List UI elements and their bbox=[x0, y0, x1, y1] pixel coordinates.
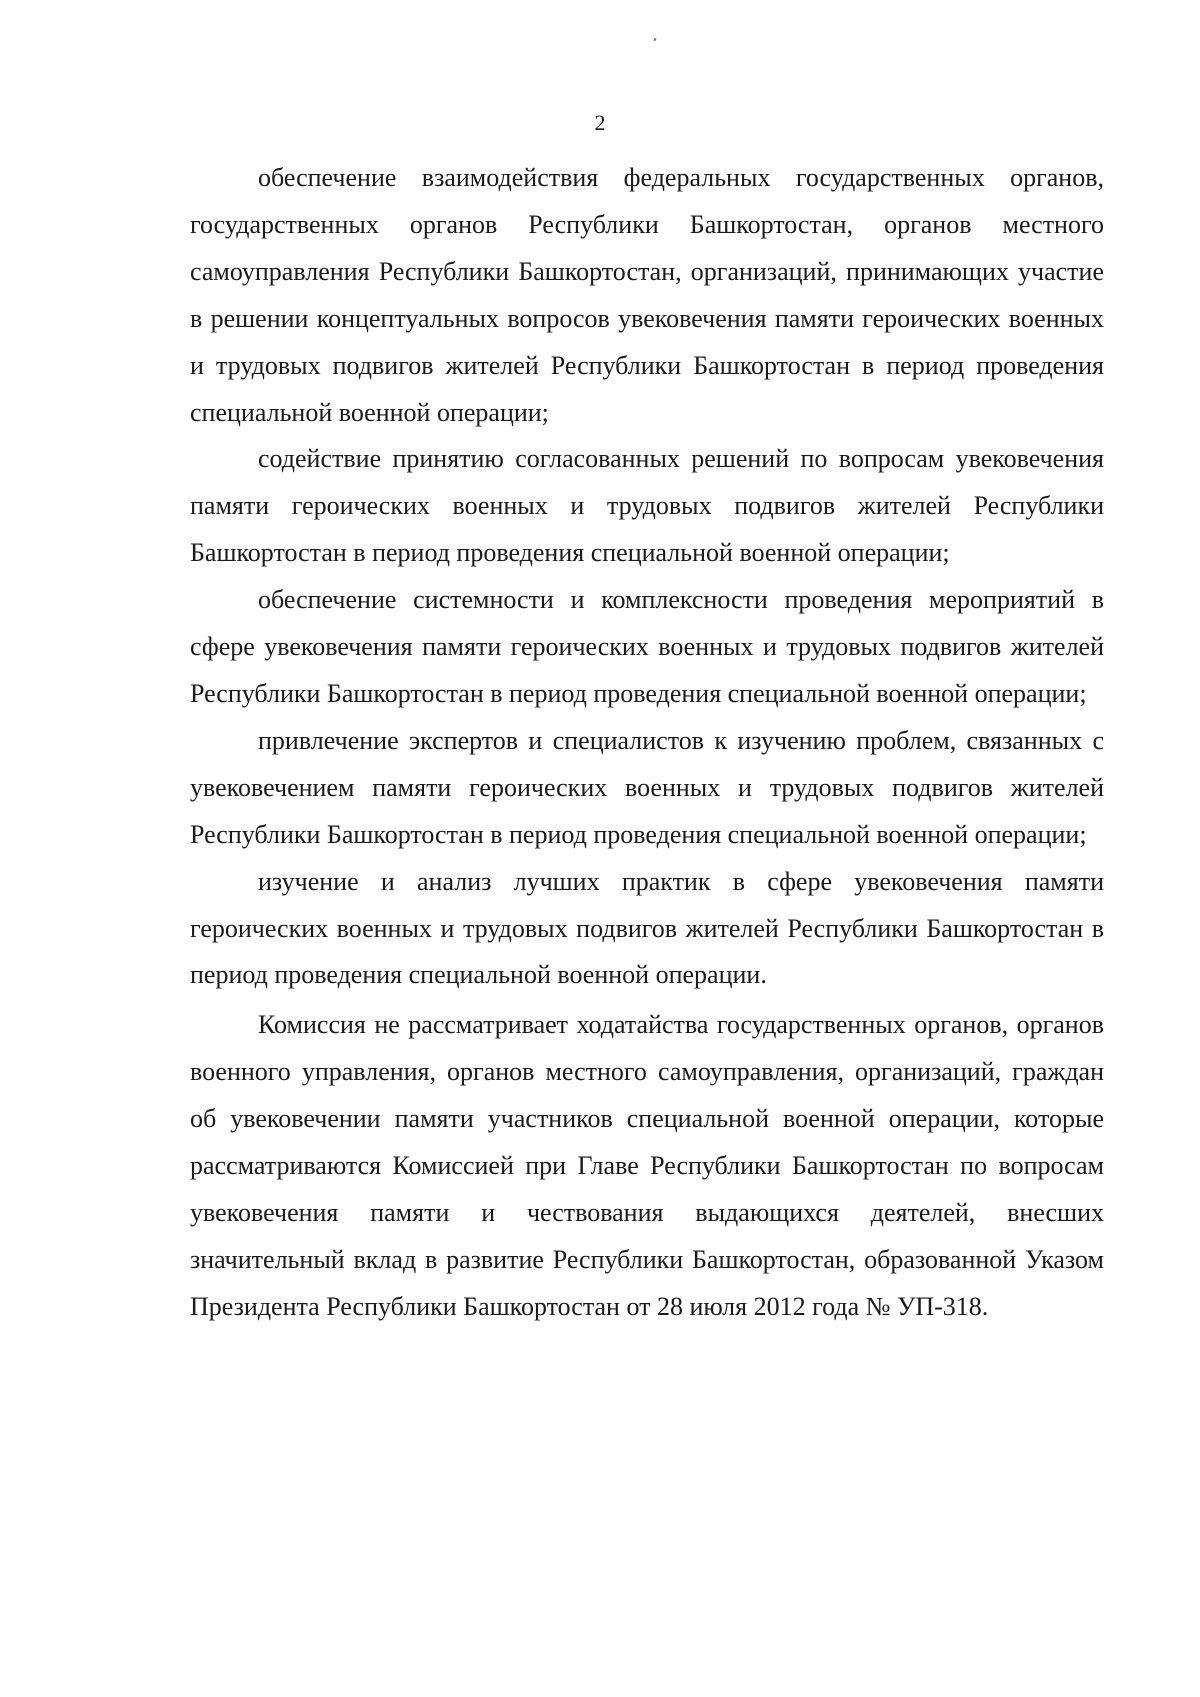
document-body bbox=[190, 155, 1104, 1331]
paragraph-commission-scope: Комиссия не рассматривает ходатайства государственных органов, органов военного управления, органов местного самоуправления, организаций, граждан об увековечении памяти участников специальной военной операции, которые рассматриваются Комиссией при Главе Республики Башкортостан по вопросам увековечения памяти и чествования выдающихся деятелей, внесших значительный вклад в развитие Республики Башкортостан, образованной Указом Президента Республики Башкортостан от 28 июля 2012 года № УП-318. bbox=[190, 1010, 1104, 1321]
paragraph-best-practices: изучение и анализ лучших практик в сфере увековечения памяти героических военных и трудовых подвигов жителей Республики Башкортостан в период проведения специальной военной операции. bbox=[190, 866, 1104, 990]
paragraph-agreed-decisions: содействие принятию согласованных решений по вопросам увековечения памяти героических военных и трудовых подвигов жителей Республики Башкортостан в период проведения специальной военной операции; bbox=[190, 444, 1104, 568]
paragraph-interaction: обеспечение взаимодействия федеральных государственных органов, государственных органов Республики Башкортостан, органов местного самоуправления Республики Башкортостан, организаций, принимающих участие в решении концептуальных вопросов увековечения памяти героических военных и трудовых подвигов жителей Республики Башкортостан в период проведения специальной военной операции; bbox=[190, 163, 1104, 427]
paragraph-experts: привлечение экспертов и специалистов к изучению проблем, связанных с увековечением памяти героических военных и трудовых подвигов жителей Республики Башкортостан в период проведения специальной военной операции; bbox=[190, 725, 1104, 849]
page-number: 2 bbox=[594, 110, 606, 135]
scan-artifact bbox=[653, 38, 656, 42]
paragraph-systematic-events: обеспечение системности и комплексности проведения мероприятий в сфере увековечения памяти героических военных и трудовых подвигов жителей Республики Башкортостан в период проведения специальной военной операции; bbox=[190, 585, 1104, 708]
